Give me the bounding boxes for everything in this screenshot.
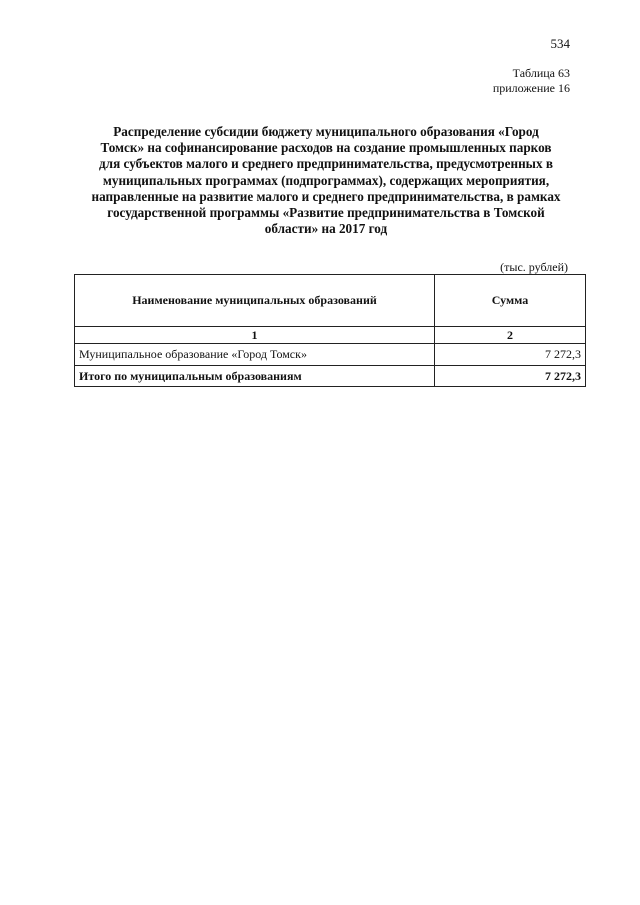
title-line: Томск» на софинансирование расходов на создание промышленных парков	[100, 140, 552, 156]
header-municipality: Наименование муниципальных образований	[75, 275, 435, 327]
column-number-row	[75, 327, 586, 344]
table-header-row	[75, 275, 586, 327]
title-line: Распределение субсидии бюджету муниципального образования «Город	[113, 124, 539, 139]
title-line: государственной программы «Развитие предпринимательства в Томской	[107, 205, 545, 221]
title-line: для субъектов малого и среднего предпринимательства, предусмотренных в	[99, 156, 553, 172]
title-line: области» на 2017 год	[264, 221, 388, 237]
units-note: (тыс. рублей)	[500, 260, 568, 274]
title-line: направленные на развитие малого и среднего предпринимательства, в рамках	[91, 188, 561, 204]
title-line: муниципальных программах (подпрограммах), содержащих мероприятия,	[102, 172, 550, 188]
total-amount: 7 272,3	[435, 366, 586, 387]
total-label: Итого по муниципальным образованиям	[75, 366, 435, 387]
column-number: 2	[435, 327, 586, 344]
total-row	[75, 366, 586, 387]
document-title	[70, 124, 582, 237]
page-number: 534	[550, 36, 570, 51]
budget-table	[74, 274, 586, 387]
column-number: 1	[75, 327, 435, 344]
header-amount: Сумма	[435, 275, 586, 327]
table-row	[75, 344, 586, 366]
amount-cell: 7 272,3	[435, 344, 586, 366]
municipality-name: Муниципальное образование «Город Томск»	[75, 344, 435, 366]
appendix-label: приложение 16	[492, 81, 570, 95]
table-reference	[493, 66, 570, 96]
table-label: Таблица 63	[512, 66, 570, 80]
